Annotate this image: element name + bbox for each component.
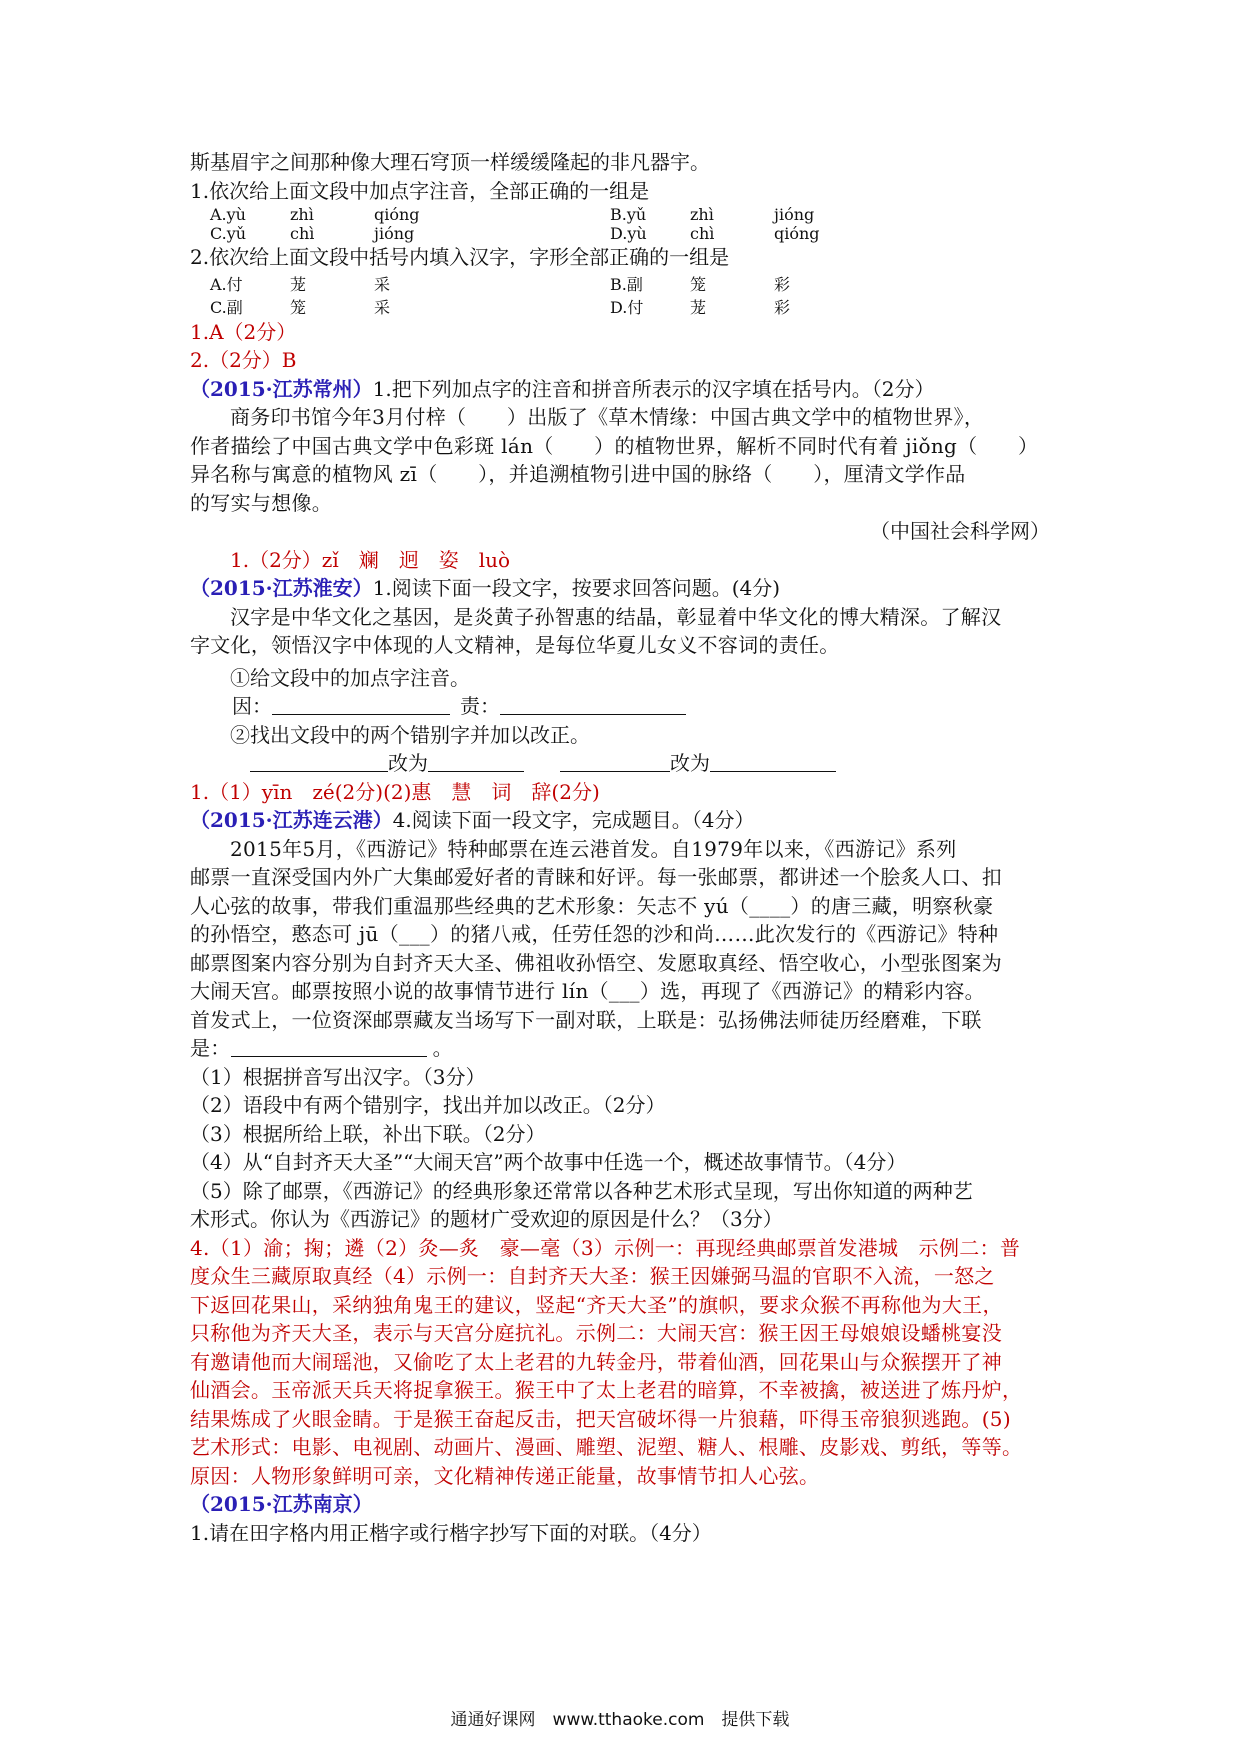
lianyungang-sub-5: （5）除了邮票，《西游记》的经典形象还常常以各种艺术形式呈现，写出你知道的两种艺 xyxy=(190,1178,973,1203)
huaian-question: （2015·江苏淮安）1.阅读下面一段文字，按要求回答问题。(4分) xyxy=(190,576,781,600)
source-tag: （2015·江苏淮安） xyxy=(190,576,373,600)
lianyungang-answer-3: 下返回花果山，采纳独角鬼王的建议，竖起“齐天大圣”的旗帜，要求众猴不再称他为大王， xyxy=(190,1292,1003,1317)
option-d: D.付 茏 彩 xyxy=(610,297,791,317)
lianyungang-answer-8: 艺术形式：电影、电视剧、动画片、漫画、雕塑、泥塑、糖人、根雕、皮影戏、剪纸，等等。 xyxy=(190,1435,1023,1459)
huaian-answer: 1.（1）yīn zé(2分)(2)惠 慧 词 辞(2分) xyxy=(190,779,600,804)
nanjing-source xyxy=(190,1490,1070,1519)
option-d: D.yù chì qióng xyxy=(610,224,820,243)
lianyungang-answer-6: 仙酒会。玉帝派天兵天将捉拿猴王。猴王中了太上老君的暗算，不幸被擒，被送进了炼丹炉， xyxy=(190,1378,1023,1402)
lianyungang-line-2: 邮票一直深受国内外广大集邮爱好者的青睐和好评。每一张邮票，都讲述一个脍炙人口、扣 xyxy=(190,865,1002,889)
changzhou-line-1: 商务印书馆今年3月付梓（ ）出版了《草木情缘：中国古典文学中的植物世界》， xyxy=(230,405,985,429)
lianyungang-answer-7: 结果炼成了火眼金睛。于是猴王奋起反击，把天宫破坏得一片狼藉，吓得玉帝狼狈逃跑。(5) xyxy=(190,1406,1011,1431)
nanjing-question: 1.请在田字格内用正楷字或行楷字抄写下面的对联。（4分） xyxy=(190,1520,712,1545)
lianyungang-line-1: 2015年5月，《西游记》特种邮票在连云港首发。自1979年以来，《西游记》系列 xyxy=(230,836,957,861)
huaian-line-1: 汉字是中华文化之基因，是炎黄子孙智惠的结晶，彰显着中华文化的博大精深。了解汉 xyxy=(230,604,1002,629)
document-page xyxy=(190,148,1070,1547)
question-2: 2.依次给上面文段中括号内填入汉字，字形全部正确的一组是 xyxy=(190,245,730,269)
blank-correct-1[interactable] xyxy=(428,751,524,772)
option-b: B.yǔ zhì jióng xyxy=(610,205,815,224)
blank-wrong-2[interactable] xyxy=(560,751,670,772)
blank-couplet[interactable] xyxy=(231,1036,427,1057)
question-2-options-2 xyxy=(190,295,1070,318)
huaian-line-2: 字文化，领悟汉字中体现的人文精神，是每位华夏儿女义不容词的责任。 xyxy=(190,633,840,657)
lianyungang-line-6: 大闹天宫。邮票按照小说的故事情节进行 lín（___）选，再现了《西游记》的精彩内容。 xyxy=(190,979,985,1003)
lianyungang-answer-1: 4.（1）渝；掬；遴（2）灸—炙 豪—毫（3）示例一：再现经典邮票首发港城 示例二：普 xyxy=(190,1235,1021,1260)
citation: （中国社会科学网） xyxy=(870,519,1050,543)
question-1: 1.依次给上面文段中加点字注音，全部正确的一组是 xyxy=(190,178,650,203)
option-a: A.付 茏 采 xyxy=(210,274,391,294)
lianyungang-line-8: 是： 。 xyxy=(190,1036,453,1060)
lianyungang-sub-6: 术形式。你认为《西游记》的题材广受欢迎的原因是什么？（3分） xyxy=(190,1207,783,1231)
lianyungang-line-7: 首发式上，一位资深邮票藏友当场写下一副对联，上联是：弘扬佛法师徒历经磨难，下联 xyxy=(190,1007,982,1032)
lianyungang-sub-2: （2）语段中有两个错别字，找出并加以改正。（2分） xyxy=(190,1093,666,1117)
page-footer: 通通好课网 www.tthaoke.com 提供下载 xyxy=(450,1710,790,1730)
option-a: A.yù zhì qióng xyxy=(210,205,420,224)
blank-wrong-1[interactable] xyxy=(250,751,388,772)
intro-text: 斯基眉宇之间那种像大理石穹顶一样缓缓隆起的非凡器宇。 xyxy=(190,150,710,174)
question-2-options xyxy=(190,272,1070,295)
lianyungang-sub-4: （4）从“自封齐天大圣”“大闹天宫”两个故事中任选一个，概述故事情节。（4分） xyxy=(190,1150,907,1174)
lianyungang-question: （2015·江苏连云港）4.阅读下面一段文字，完成题目。（4分） xyxy=(190,808,755,832)
lianyungang-line-5: 邮票图案内容分别为自封齐天大圣、佛祖收孙悟空、发愿取真经、悟空收心，小型张图案为 xyxy=(190,950,1002,975)
answer-1: 1.A（2分） xyxy=(190,319,297,344)
source-tag: （2015·江苏连云港） xyxy=(190,808,393,832)
lianyungang-answer-9: 原因：人物形象鲜明可亲，文化精神传递正能量，故事情节扣人心弦。 xyxy=(190,1463,820,1488)
changzhou-answer: 1.（2分）zǐ 斓 迥 姿 luò xyxy=(230,547,511,572)
huaian-correction-blanks: 改为 改为 xyxy=(190,749,1070,778)
huaian-sub-2: ②找出文段中的两个错别字并加以改正。 xyxy=(230,722,590,747)
source-tag: （2015·江苏南京） xyxy=(190,1492,373,1516)
huaian-sub-1: ①给文段中的加点字注音。 xyxy=(230,665,470,690)
changzhou-question: （2015·江苏常州）1.把下列加点字的注音和拼音所表示的汉字填在括号内。（2分） xyxy=(190,376,935,401)
lianyungang-line-4: 的孙悟空，憨态可 jū（___）的猪八戒，任劳任怨的沙和尚……此次发行的《西游记》特种 xyxy=(190,922,999,946)
question-1-options-2 xyxy=(190,224,1070,243)
lianyungang-sub-3: （3）根据所给上联，补出下联。（2分） xyxy=(190,1121,546,1146)
lianyungang-answer-5: 有邀请他而大闹瑶池，又偷吃了太上老君的九转金丹，带着仙酒，回花果山与众猴摆开了神 xyxy=(190,1349,1002,1374)
huaian-pinyin-blanks: 因： 责： xyxy=(190,692,1070,721)
option-b: B.副 笼 彩 xyxy=(610,274,791,294)
lianyungang-line-3: 人心弦的故事，带我们重温那些经典的艺术形象：矢志不 yú（____）的唐三藏，明察秋豪 xyxy=(190,893,994,918)
changzhou-line-2: 作者描绘了中国古典文学中色彩斑 lán（ ）的植物世界，解析不同时代有着 jiǒng（ ） xyxy=(190,433,1039,458)
option-c: C.yǔ chì jióng xyxy=(210,224,415,243)
blank-correct-2[interactable] xyxy=(710,751,836,772)
lianyungang-answer-2: 度众生三藏原取真经（4）示例一：自封齐天大圣：猴王因嫌弼马温的官职不入流，一怒之 xyxy=(190,1264,995,1288)
lianyungang-answer-4: 只称他为齐天大圣，表示与天宫分庭抗礼。示例二：大闹天宫：猴王因王母娘娘设蟠桃宴没 xyxy=(190,1321,1002,1345)
blank-ze[interactable] xyxy=(500,694,686,715)
changzhou-line-3: 异名称与寓意的植物风 zī（ ），并追溯植物引进中国的脉络（ ），厘清文学作品 xyxy=(190,462,966,486)
changzhou-line-4: 的写实与想像。 xyxy=(190,490,333,515)
answer-2: 2.（2分）B xyxy=(190,348,297,372)
lianyungang-sub-1: （1）根据拼音写出汉字。（3分） xyxy=(190,1064,486,1089)
question-1-options xyxy=(190,205,1070,224)
option-c: C.副 笼 采 xyxy=(210,297,391,317)
source-tag: （2015·江苏常州） xyxy=(190,376,373,401)
blank-yin[interactable] xyxy=(272,694,450,715)
